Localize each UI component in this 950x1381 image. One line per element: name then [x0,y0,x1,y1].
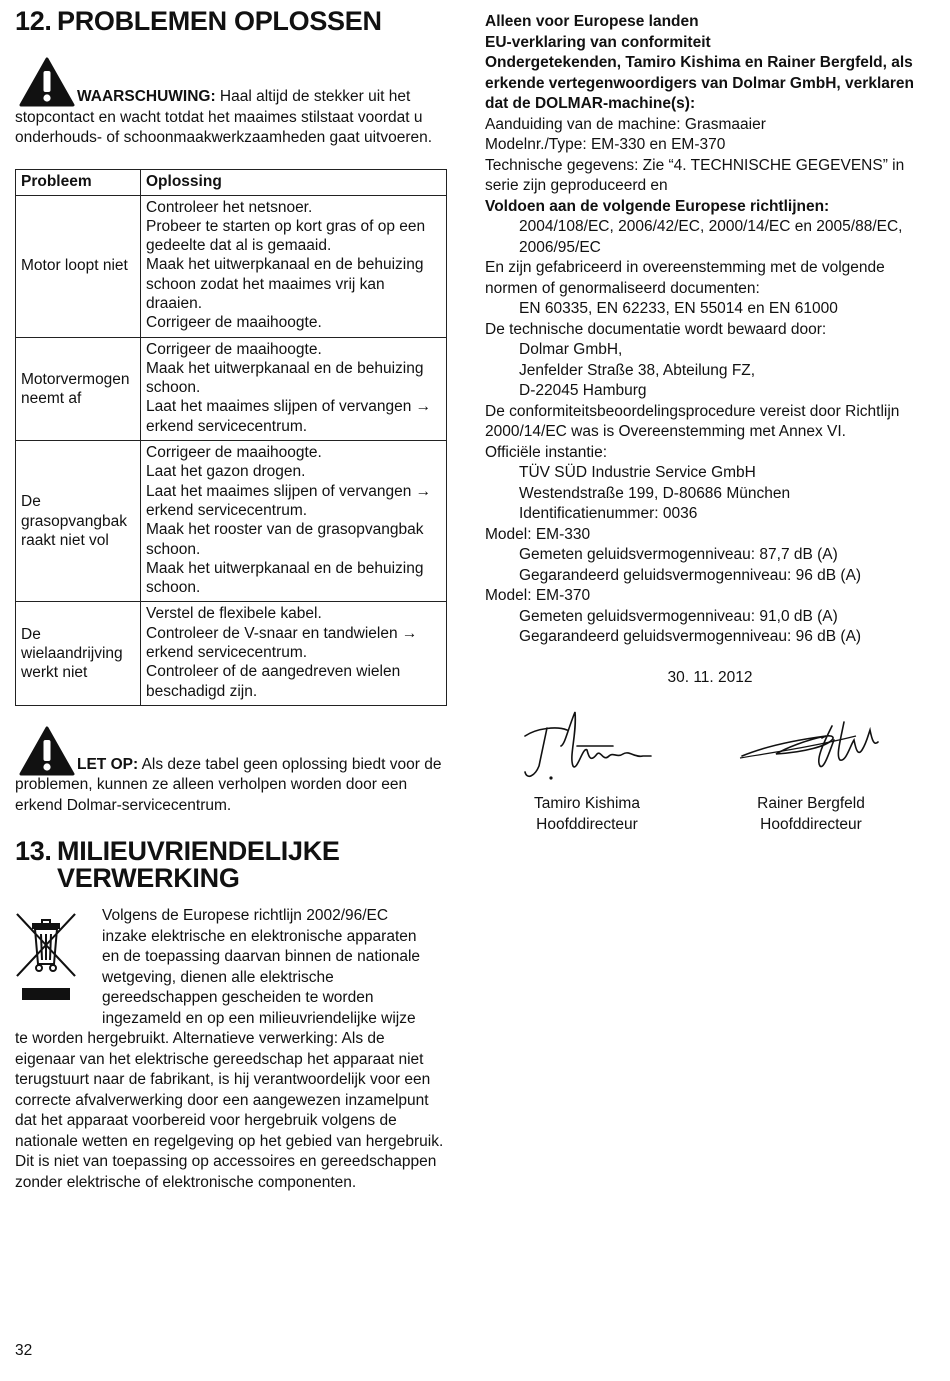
left-column [15,8,447,1193]
signature-kishima [517,706,657,788]
solution-line: Probeer te starten op kort gras of op een gedeelte dat al is gemaaid. [146,217,426,255]
address-line: Dolmar GmbH, [519,341,623,358]
section-12-heading [15,8,447,35]
model-label: Model: EM-370 [485,587,591,604]
solution-line: Controleer de V-snaar en tandwielen → erkend servicecentrum. [146,624,418,662]
warning-text: Haal altijd de stekker uit het stopcontact en wacht totdat het maaimes stilstaat voordat u onderhouds- of schoonmaakwerkzaamheden gaat uitvoeren. [15,88,433,146]
weee-block [15,906,447,1193]
signatures [485,706,925,856]
weee-paragraph: te worden hergebruikt. Alternatieve verwerking: Als de eigenaar van het elektrische gereedschap het apparaat niet terugstuurt naar de fabrikant, is hij verantwoordelijk voor een correcte afvalverwerking door een aangewezen inzamelpunt dat het apparaat voorbereid voor hergebruik volgens de nationale wetten en regelgeving op het gebied van hergebruik. [15,1030,444,1150]
warning-triangle-icon [19,57,75,107]
section-number: 13. [15,836,52,867]
solution-line: Maak het uitwerpkanaal en de behuizing schoon. [146,359,424,397]
machine-designation: Aanduiding van de machine: Grasmaaier [485,115,766,133]
column-header-problem: Probleem [16,169,141,195]
troubleshooting-table [15,169,447,706]
weee-line: en de toepassing daarvan binnen de nationale [102,948,421,966]
caution-text: Als deze tabel geen oplossing biedt voor de problemen, kunnen ze alleen verholpen worden door een erkend Dolmar-servicecentrum. [15,755,442,814]
warning-label: WAARSCHUWING: [77,88,216,105]
section-13 [15,838,447,1193]
warning-triangle-icon [19,726,75,776]
weee-line: wetgeving, dienen alle elektrische [102,968,334,986]
signatory-title: Hoofddirecteur [760,815,862,833]
right-column [485,12,925,856]
procedure-text: De conformiteitsbeoordelingsprocedure vereist door Richtlijn 2000/14/EC was is Overeenstemming met Annex VI. [485,402,900,440]
problem-cell: Motorvermogen neemt af [16,337,141,440]
sound-level-line: Gemeten geluidsvermogenniveau: 91,0 dB (A) [519,607,838,625]
solution-cell [141,441,447,602]
table-header-row [16,169,447,195]
declaration-date: 30. 11. 2012 [667,668,753,686]
weee-line: gereedschappen gescheiden te worden [102,989,374,1007]
table-row [16,602,447,705]
table-row [16,337,447,440]
solution-cell [141,602,447,705]
directives-list: 2004/108/EC, 2006/42/EC, 2000/14/EC en 2005/88/EC, 2006/95/EC [519,218,903,256]
weee-line: inzake elektrische en elektronische apparaten [102,927,417,945]
official-body-line: Westendstraße 199, D-80686 München [519,484,791,502]
weee-line: Volgens de Europese richtlijn 2002/96/EC [102,907,389,925]
solution-line: Corrigeer de maaihoogte. [146,340,322,358]
technical-data: Technische gegevens: Zie “4. TECHNISCHE GEGEVENS” in serie zijn geproduceerd en [485,156,905,194]
eu-only-heading: Alleen voor Europese landen [485,13,699,30]
model-type: Modelnr./Type: EM-330 en EM-370 [485,136,726,153]
address-line: D-22045 Hamburg [519,382,647,399]
address-line: Jenfelder Straße 38, Abteilung FZ, [519,361,756,379]
sound-level-line: Gegarandeerd geluidsvermogenniveau: 96 dB (A) [519,628,862,645]
solution-line: Laat het gazon drogen. [146,463,306,481]
standards-intro: En zijn gefabriceerd in overeenstemming met de volgende normen of genormaliseerd documenten: [485,259,885,297]
table-row [16,441,447,602]
section-title-line: MILIEUVRIENDELIJKE [57,836,340,867]
official-body-label: Officiële instantie: [485,443,608,461]
weee-paragraph-2: Dit is niet van toepassing op accessoires en gereedschappen zonder elektrische of elektronische componenten. [15,1153,437,1191]
solution-line: Verstel de flexibele kabel. [146,605,322,623]
section-title [57,838,340,892]
signatory-1 [507,706,667,835]
signature-bergfeld [736,706,886,788]
solution-cell [141,195,447,337]
official-body-line: Identificatienummer: 0036 [519,505,698,522]
problem-cell: Motor loopt niet [16,195,141,337]
solution-line: Laat het maaimes slijpen of vervangen → erkend servicecentrum. [146,398,432,435]
standards-list: EN 60335, EN 62233, EN 55014 en EN 61000 [519,300,838,317]
solution-line: Controleer het netsnoer. [146,198,313,216]
section-13-heading [15,838,447,892]
caution-block [15,726,447,817]
crossed-out-bin-icon [15,910,77,1002]
solution-line: Maak het rooster van de grasopvangbak schoon. [146,521,424,558]
signatories-statement: Ondergetekenden, Tamiro Kishima en Rainer Bergfeld, als erkende vertegenwoordigers van Dolmar GmbH, verklaren dat de DOLMAR-machine(s): [485,54,914,112]
weee-line: ingezameld en op een milieuvriendelijke wijze [102,1009,416,1027]
caution-label: LET OP: [77,755,139,773]
column-header-solution: Oplossing [141,169,447,195]
solution-line: Laat het maaimes slijpen of vervangen → erkend servicecentrum. [146,482,432,519]
documentation-intro: De technische documentatie wordt bewaard door: [485,320,827,338]
problem-cell: De grasopvangbak raakt niet vol [16,441,141,602]
section-number: 12. [15,6,52,36]
sound-level-line: Gemeten geluidsvermogenniveau: 87,7 dB (A) [519,546,838,563]
section-title: PROBLEMEN OPLOSSEN [57,6,382,36]
sound-level-line: Gegarandeerd geluidsvermogenniveau: 96 dB (A) [519,566,862,584]
model-label: Model: EM-330 [485,525,591,543]
solution-cell [141,337,447,440]
declaration-heading: EU-verklaring van conformiteit [485,33,711,51]
signatory-name: Tamiro Kishima [534,795,640,812]
solution-line: Maak het uitwerpkanaal en de behuizing schoon zodat het maaimes vrij kan draaien. [146,256,424,312]
signatory-name: Rainer Bergfeld [757,795,865,812]
signatory-title: Hoofddirecteur [536,815,638,833]
table-row [16,195,447,337]
official-body-line: TÜV SÜD Industrie Service GmbH [519,464,756,481]
page-number: 32 [15,1342,33,1359]
section-title-line: VERWERKING [57,863,240,894]
solution-line: Maak het uitwerpkanaal en de behuizing schoon. [146,559,424,597]
solution-line: Controleer of de aangedreven wielen beschadigd zijn. [146,663,401,700]
solution-line: Corrigeer de maaihoogte. [146,314,322,332]
warning-block [15,57,447,149]
solution-line: Corrigeer de maaihoogte. [146,444,322,462]
problem-cell: De wielaandrijving werkt niet [16,602,141,705]
directives-heading: Voldoen aan de volgende Europese richtlijnen: [485,197,830,215]
signatory-2 [731,706,891,835]
